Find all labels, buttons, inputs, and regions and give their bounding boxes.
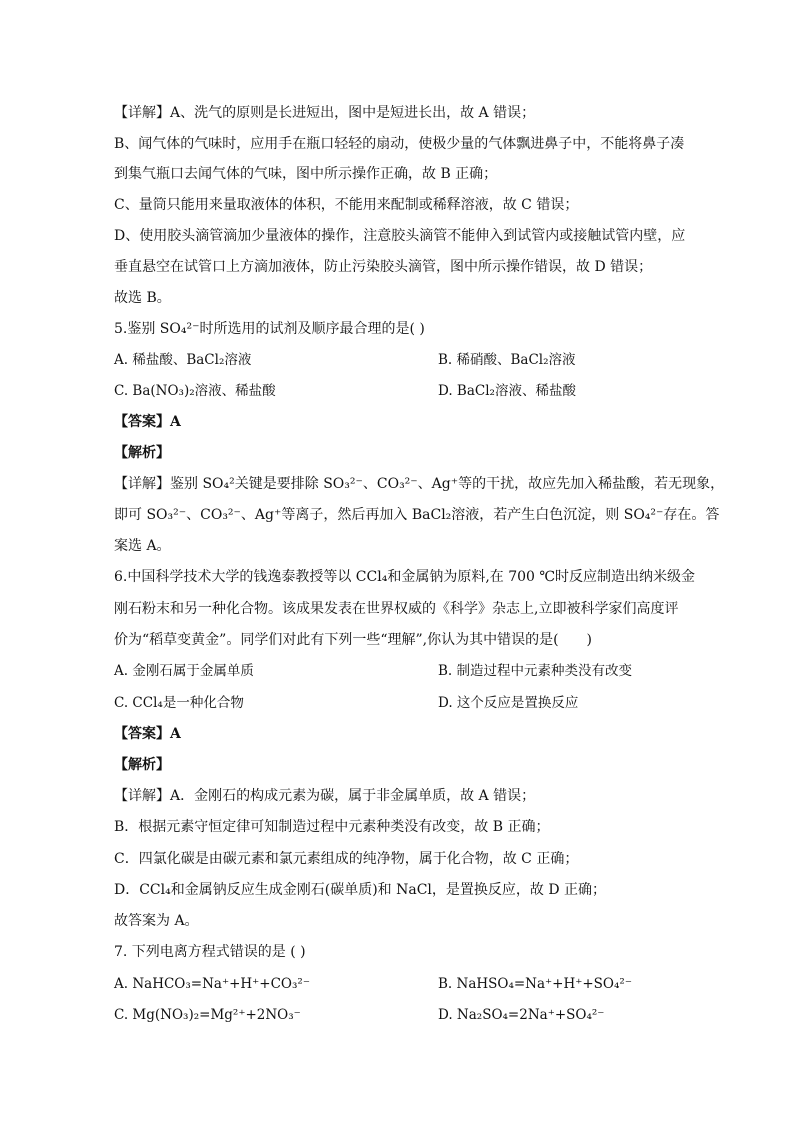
q4-conclusion: 故选 B。 (114, 290, 171, 306)
q6-detail-b: B．根据元素守恒定律可知制造过程中元素种类没有改变，故 B 正确； (114, 819, 550, 835)
q5-answer: 【答案】A (114, 414, 181, 430)
q7-option-c: C. Mg(NO₃)₂=Mg²⁺+2NO₃⁻ (114, 1007, 301, 1023)
q5-option-c: C. Ba(NO₃)₂溶液、稀盐酸 (114, 383, 276, 399)
q6-conclusion: 故答案为 A。 (114, 913, 199, 929)
q5-option-b: B. 稀硝酸、BaCl₂溶液 (438, 352, 576, 368)
question-6-stem-line2: 刚石粉末和另一种化合物。该成果发表在世界权威的《科学》杂志上,立即被科学家们高度评 (114, 601, 679, 617)
q6-detail-c: C．四氯化碳是由碳元素和氯元素组成的纯净物，属于化合物，故 C 正确； (114, 851, 579, 867)
explanation-q4-b-line1: B、闻气体的气味时，应用手在瓶口轻轻的扇动，使极少量的气体飘进鼻子中，不能将鼻子凑 (114, 136, 685, 152)
q5-analysis-heading: 【解析】 (114, 445, 170, 461)
explanation-q4-d-line2: 垂直悬空在试管口上方滴加液体，防止污染胶头滴管，图中所示操作错误，故 D 错误； (114, 259, 653, 275)
explanation-q4-a: 【详解】A、洗气的原则是长进短出，图中是短进长出，故 A 错误； (114, 105, 536, 121)
question-6-stem-line3: 价为“稻草变黄金”。同学们对此有下列一些“理解”,你认为其中错误的是( ) (114, 632, 593, 648)
q6-option-c: C. CCl₄是一种化合物 (114, 695, 244, 711)
q6-option-a: A. 金刚石属于金属单质 (114, 663, 254, 679)
q6-detail-a: 【详解】A．金刚石的构成元素为碳，属于非金属单质，故 A 错误； (114, 788, 536, 804)
q5-option-a: A. 稀盐酸、BaCl₂溶液 (114, 352, 252, 368)
q6-answer: 【答案】A (114, 726, 181, 742)
q6-detail-d: D．CCl₄和金属钠反应生成金刚石(碳单质)和 NaCl，是置换反应，故 D 正确； (114, 882, 607, 898)
q5-detail-line1: 【详解】鉴别 SO₄²关键是要排除 SO₃²⁻、CO₃²⁻、Ag⁺等的干扰，故应先加入稀盐酸，若无现象， (114, 476, 725, 492)
q6-analysis-heading: 【解析】 (114, 757, 170, 773)
question-7-stem: 7. 下列电离方程式错误的是 ( ) (114, 944, 306, 960)
q6-option-b: B. 制造过程中元素种类没有改变 (438, 663, 633, 679)
explanation-q4-d-line1: D、使用胶头滴管滴加少量液体的操作，注意胶头滴管不能伸入到试管内或接触试管内壁，应 (114, 228, 686, 244)
explanation-q4-b-line2: 到集气瓶口去闻气体的气味，图中所示操作正确，故 B 正确； (114, 166, 498, 182)
q7-option-a: A. NaHCO₃=Na⁺+H⁺+CO₃²⁻ (114, 976, 310, 992)
q5-detail-line3: 案选 A。 (114, 538, 171, 554)
q7-option-d: D. Na₂SO₄=2Na⁺+SO₄²⁻ (438, 1007, 605, 1023)
explanation-q4-c: C、量筒只能用来量取液体的体积，不能用来配制或稀释溶液，故 C 错误； (114, 197, 579, 213)
q5-detail-line2: 即可 SO₃²⁻、CO₃²⁻、Ag⁺等离子，然后再加入 BaCl₂溶液，若产生白色沉淀，则 SO₄²⁻存在。答 (114, 507, 720, 523)
q6-option-d: D. 这个反应是置换反应 (438, 695, 579, 711)
question-5-stem: 5.鉴别 SO₄²⁻时所选用的试剂及顺序最合理的是( ) (114, 321, 425, 337)
question-6-stem-line1: 6.中国科学技术大学的钱逸泰教授等以 CCl₄和金属钠为原料,在 700 ℃时反应制造出纳米级金 (114, 569, 696, 585)
q5-option-d: D. BaCl₂溶液、稀盐酸 (438, 383, 576, 399)
q7-option-b: B. NaHSO₄=Na⁺+H⁺+SO₄²⁻ (438, 976, 632, 992)
